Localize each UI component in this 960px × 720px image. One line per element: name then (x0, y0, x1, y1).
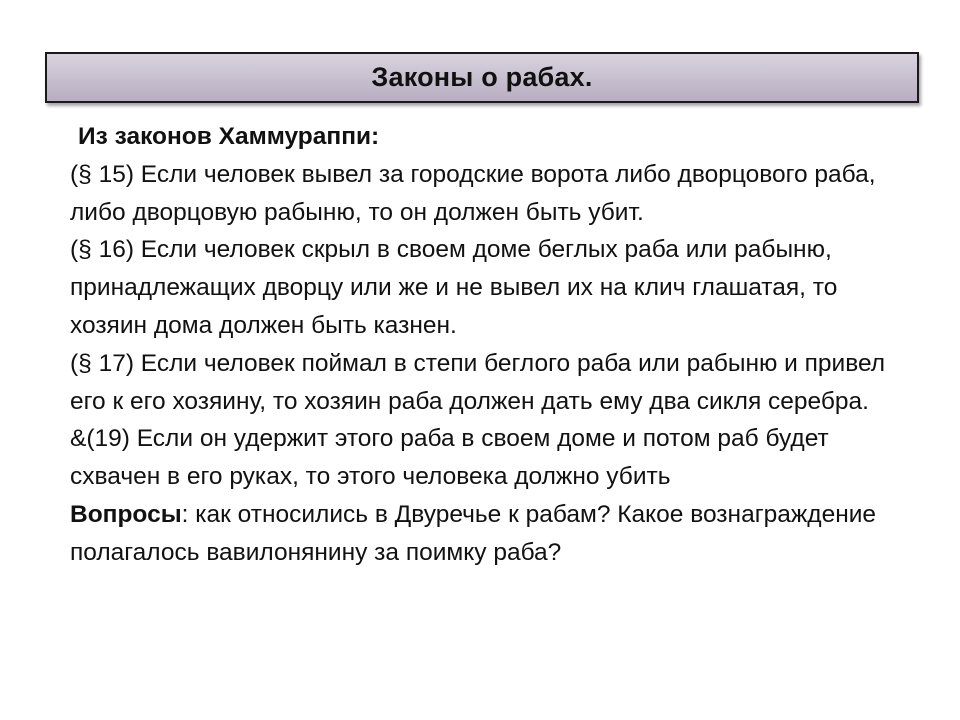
questions-label: Вопросы (70, 500, 182, 528)
questions-text: : как относились в Двуречье к рабам? Какое вознаграждение полагалось вавилонянину за поимку раба? (70, 500, 877, 566)
law-paragraph-16: (§ 16) Если человек скрыл в своем доме беглых раба или рабыню, принадлежащих дворцу или же и не вывел их на клич глашатая, то хозяин дома должен быть казнен. (70, 236, 838, 339)
slide-content (70, 118, 920, 572)
source-subheading: Из законов Хаммураппи: (78, 123, 380, 150)
questions-paragraph (70, 496, 920, 572)
slide-title-box (45, 52, 919, 103)
slide-title: Законы о рабах. (371, 62, 593, 92)
law-paragraph-19: &(19) Если он удержит этого раба в своем доме и потом раб будет схвачен в его руках, то этого человека должно убить (70, 425, 829, 491)
law-paragraph-17: (§ 17) Если человек поймал в степи беглого раба или рабыню и привел его к его хозяину, то хозяин раба должен дать ему два сикля серебра. (70, 349, 886, 415)
law-paragraph-15: (§ 15) Если человек вывел за городские ворота либо дворцового раба, либо дворцовую рабыню, то он должен быть убит. (70, 160, 876, 226)
